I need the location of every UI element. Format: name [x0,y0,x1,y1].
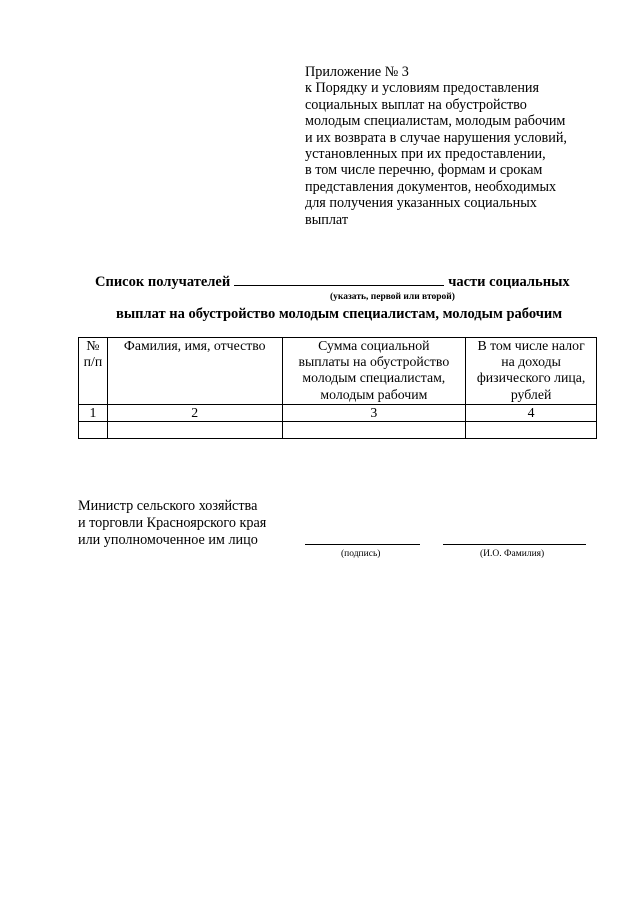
part-blank-field[interactable] [234,273,444,286]
annex-line: Приложение № 3 [305,64,409,80]
title-line-1 [95,273,570,291]
signer-line: Министр сельского хозяйства [78,498,258,514]
signer-block [78,498,266,550]
signer-line: и торговли Красноярского края [78,515,267,532]
annex-line: установленных при их предоставлении, [305,146,546,163]
title-part-1: Список получателей [95,274,231,290]
recipients-table [78,337,597,439]
column-number-cell: 4 [466,405,597,422]
annex-line: к Порядку и условиям предоставления [305,80,540,97]
column-number-cell: 1 [79,405,108,422]
annex-header [305,64,605,228]
signature-line[interactable] [305,544,420,545]
signer-line: или уполномоченное им лицо [78,532,258,549]
annex-line: и их возврата в случае нарушения условий, [305,129,567,146]
column-number-row [79,405,597,422]
annex-line: в том числе перечню, формам и срокам [305,162,543,179]
annex-line: представления документов, необходимых [305,178,557,195]
name-line[interactable] [443,544,586,545]
column-number-cell: 3 [282,405,466,422]
header-cell-full-name: Фамилия, имя, отчество [107,338,282,405]
signature-caption: (подпись) [341,549,381,559]
title-line-2: выплат на обустройство молодым специалистам, молодым рабочим [116,306,563,322]
empty-cell[interactable] [466,422,597,439]
header-cell-payment-amount: Сумма социальной выплаты на обустройство молодым специалистам, молодым рабочим [282,338,466,405]
header-cell-number: № п/п [79,338,108,405]
empty-cell[interactable] [282,422,466,439]
annex-line: социальных выплат на обустройство [305,96,527,113]
column-number-cell: 2 [107,405,282,422]
annex-line: выплат [305,211,349,228]
empty-cell[interactable] [107,422,282,439]
title-hint: (указать, первой или второй) [330,292,455,302]
annex-line: молодым специалистам, молодым рабочим [305,113,566,130]
table-header-row [79,338,597,405]
name-caption: (И.О. Фамилия) [480,549,545,559]
empty-cell[interactable] [79,422,108,439]
table-row [79,422,597,439]
header-cell-tax: В том числе налог на доходы физического лица, рублей [466,338,597,405]
annex-line: для получения указанных социальных [305,195,537,212]
title-part-2: части социальных [448,274,570,290]
